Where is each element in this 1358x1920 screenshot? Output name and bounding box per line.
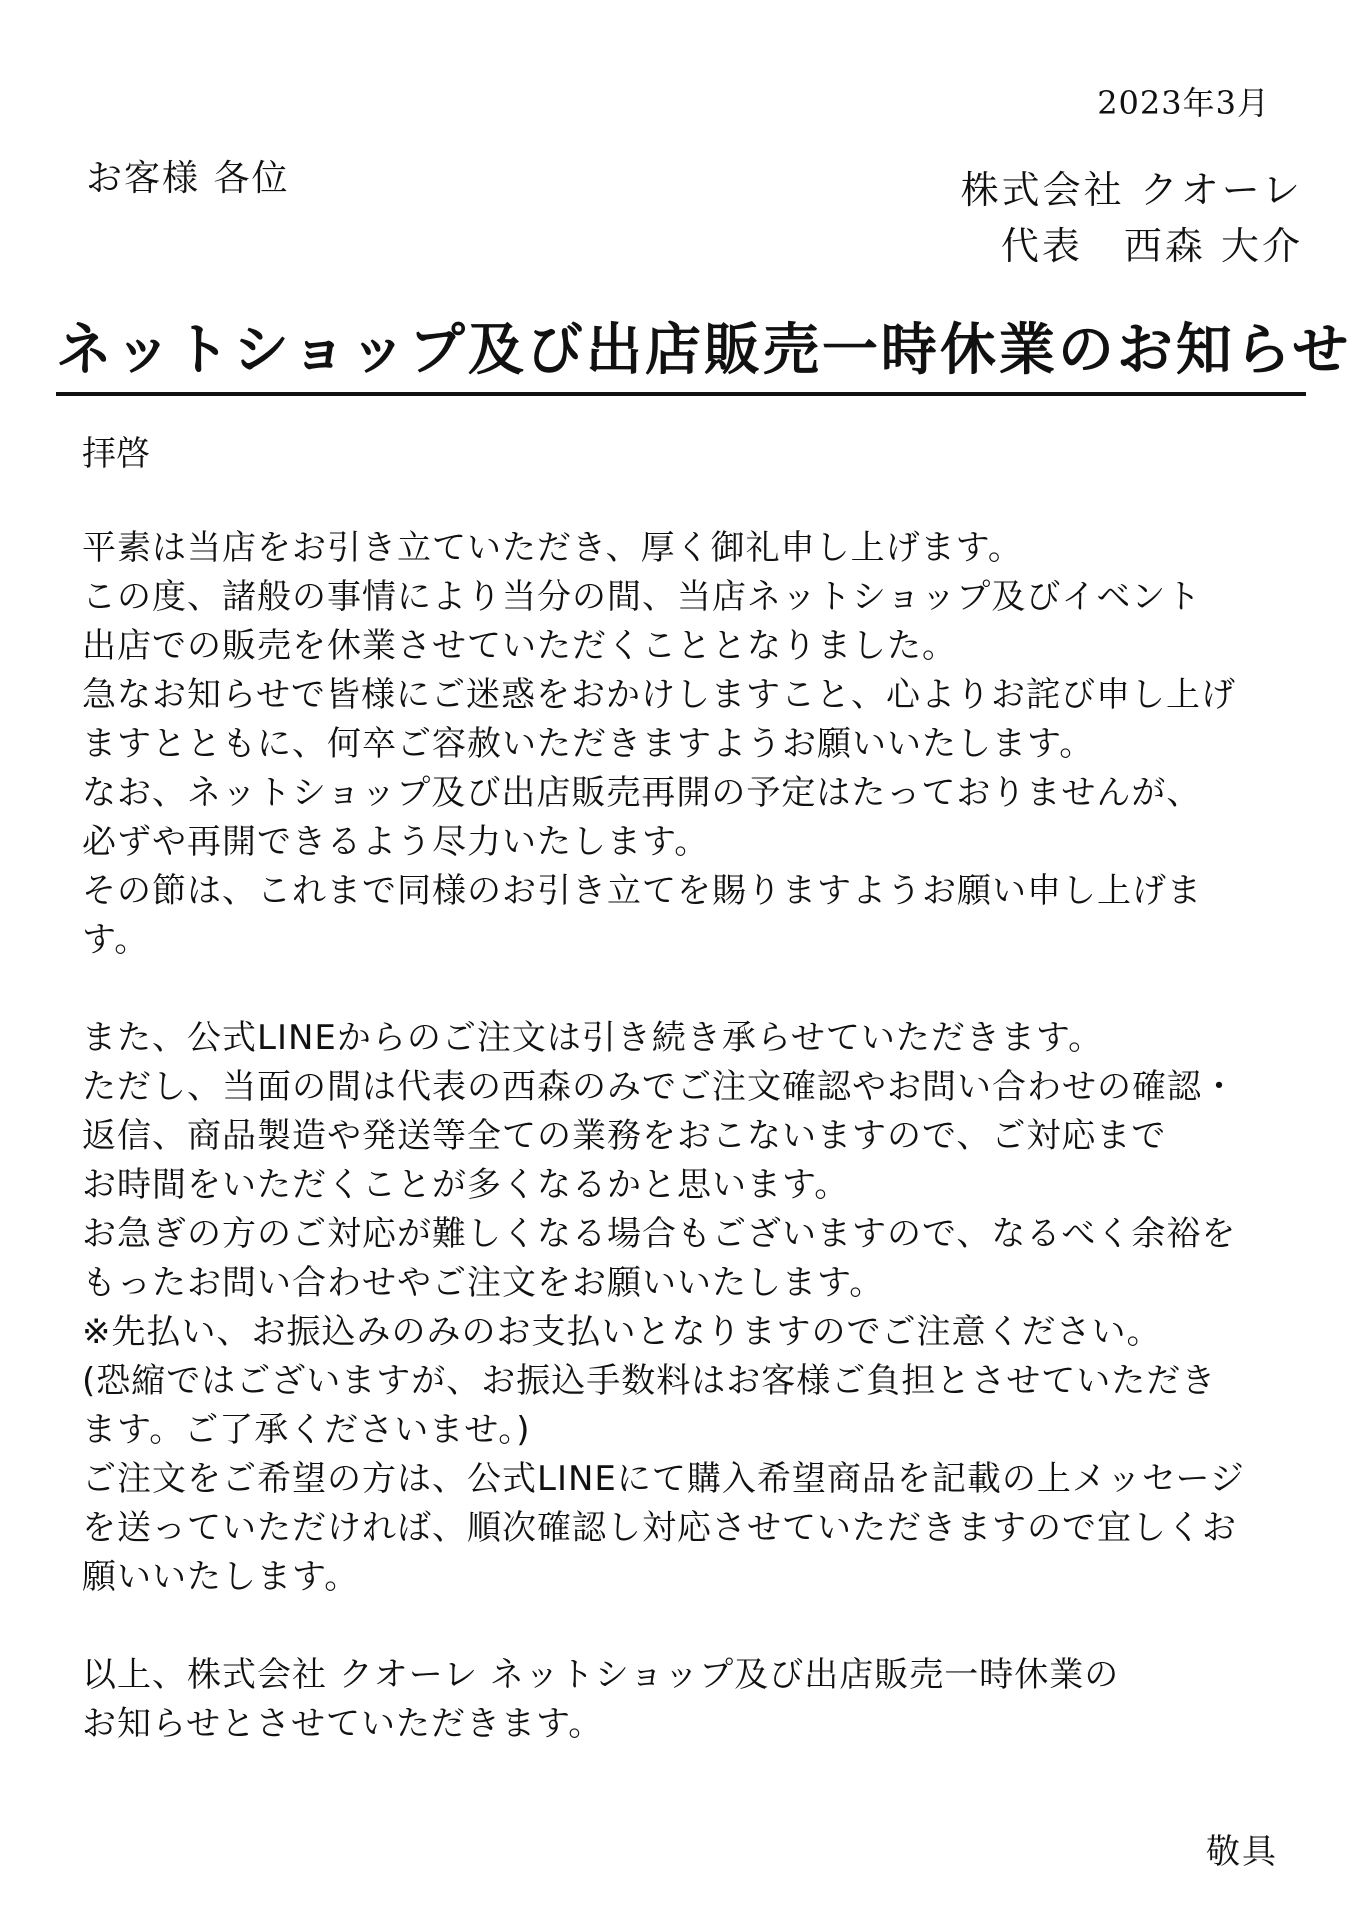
body-line: なお、ネットショップ及び出店販売再開の予定はたっておりませんが、 — [82, 773, 1202, 813]
body-line: お急ぎの方のご対応が難しくなる場合もございますので、なるべく余裕を — [82, 1214, 1237, 1254]
paragraph — [82, 1014, 1302, 1602]
opening-greeting: 拝啓 — [82, 434, 150, 474]
body-line: その節は、これまで同様のお引き立てを賜りますようお願い申し上げま — [82, 871, 1202, 911]
notice-title: ネットショップ及び出店販売一時休業のお知らせ — [56, 316, 1306, 396]
body-line: 必ずや再開できるよう尽力いたします。 — [82, 822, 710, 862]
body-line: お時間をいただくことが多くなるかと思います。 — [82, 1165, 850, 1205]
body-line: 急なお知らせで皆様にご迷惑をおかけしますこと、心よりお詫び申し上げ — [82, 675, 1236, 715]
body-line: また、公式LINEからのご注文は引き続き承らせていただきます。 — [82, 1018, 1104, 1058]
body-line: す。 — [82, 920, 150, 960]
body-line: もったお問い合わせやご注文をお願いいたします。 — [82, 1263, 885, 1303]
body-line: 以上、株式会社 クオーレ ネットショップ及び出店販売一時休業の — [82, 1655, 1120, 1695]
paragraph — [82, 1651, 1302, 1749]
body-line: (恐縮ではございますが、お振込手数料はお客様ご負担とさせていただき — [82, 1361, 1217, 1401]
letter-body — [82, 524, 1302, 1749]
addressee: お客様 各位 — [86, 158, 290, 199]
paragraph — [82, 524, 1302, 965]
body-line: この度、諸般の事情により当分の間、当店ネットショップ及びイベント — [82, 577, 1202, 617]
body-line: を送っていただければ、順次確認し対応させていただきますので宜しくお — [82, 1508, 1237, 1548]
body-line: ※先払い、お振込みのみのお支払いとなりますのでご注意ください。 — [82, 1312, 1162, 1352]
body-line: 出店での販売を休業させていただくこととなりました。 — [82, 626, 957, 666]
sender-representative: 代表 西森 大介 — [1000, 224, 1303, 268]
body-line: お知らせとさせていただきます。 — [82, 1704, 604, 1744]
closing-word: 敬具 — [1206, 1832, 1278, 1872]
body-line: 願いいたします。 — [82, 1557, 360, 1597]
sender-company: 株式会社 クオーレ — [960, 168, 1303, 212]
paragraph-gap — [82, 965, 1302, 1014]
body-line: 返信、商品製造や発送等全ての業務をおこないますので、ご対応まで — [82, 1116, 1167, 1156]
body-line: ます。ご了承くださいませ。) — [82, 1410, 531, 1450]
body-line: 平素は当店をお引き立ていただき、厚く御礼申し上げます。 — [82, 528, 1023, 568]
body-line: ますとともに、何卒ご容赦いただきますようお願いいたします。 — [82, 724, 1095, 764]
document-date: 2023年3月 — [1097, 84, 1270, 122]
body-line: ご注文をご希望の方は、公式LINEにて購入希望商品を記載の上メッセージ — [82, 1459, 1245, 1499]
paragraph-gap — [82, 1602, 1302, 1651]
sender-block — [961, 162, 1303, 274]
body-line: ただし、当面の間は代表の西森のみでご注文確認やお問い合わせの確認・ — [82, 1067, 1237, 1107]
